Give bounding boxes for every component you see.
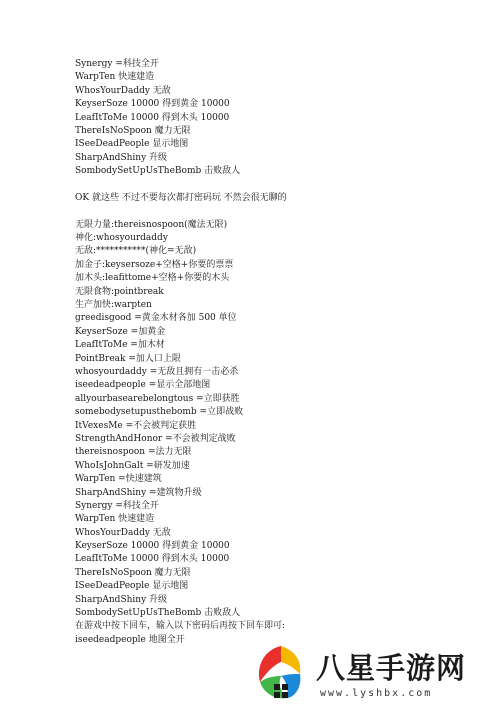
spacer (75, 179, 475, 192)
text-line: iseedeadpeople =显示全部地图 (75, 380, 211, 391)
text-line: SharpAndShiny 升级 (75, 152, 168, 163)
text-line: 生产加快:warpten (75, 300, 152, 311)
text-line: StrengthAndHonor =不会被判定战败 (75, 433, 236, 444)
text-line: SharpAndShiny 升级 (75, 594, 168, 605)
text-line: 在游戏中按下回车，输入以下密码后再按下回车即可: (75, 621, 286, 632)
text-line: WhosYourDaddy 无敌 (75, 85, 171, 96)
text-line: KeyserSoze =加黄金 (75, 326, 166, 337)
text-line: WhoIsJohnGalt =研发加速 (75, 460, 190, 471)
logo-name: 八星手游网 (316, 651, 467, 685)
text-line: 神化:whosyourdaddy (75, 233, 168, 244)
text-line: WarpTen =快速建筑 (75, 474, 162, 485)
spacer (75, 205, 475, 218)
text-line: whosyourdaddy =无敌且拥有一击必杀 (75, 366, 239, 377)
text-line: ISeeDeadPeople 显示地图 (75, 139, 189, 150)
text-line: LeafItToMe 10000 得到木头 10000 (75, 554, 230, 565)
text-line: SombodySetUpUsTheBomb 击败敌人 (75, 166, 241, 177)
cheat-list-short (75, 58, 475, 179)
text-line: allyourbasearebelongtous =立即获胜 (75, 393, 240, 404)
logo-url: www.lyshbx.com (320, 688, 433, 699)
text-line: 加木头:leafittome+空格+你要的木头 (75, 273, 230, 284)
text-line: LeafItToMe =加木材 (75, 340, 165, 351)
logo-mark-icon (250, 640, 312, 702)
cheat-list-full (75, 219, 475, 648)
text-line: PointBreak =加人口上限 (75, 353, 181, 364)
text-line: SharpAndShiny =建筑物升级 (75, 487, 202, 498)
document-body (75, 58, 475, 647)
text-line: 加金子:keysersoze+空格+你要的票票 (75, 259, 234, 270)
text-line: Synergy =科技全开 (75, 500, 159, 511)
text-line: KeyserSoze 10000 得到黄金 10000 (75, 99, 230, 110)
text-line: somebodysetupusthebomb =立即战败 (75, 407, 244, 418)
text-line: 无敌:***********(神化=无敌) (75, 246, 197, 257)
text-line: WarpTen 快速建造 (75, 72, 155, 83)
text-line: KeyserSoze 10000 得到黄金 10000 (75, 541, 230, 552)
text-line: Synergy =科技全开 (75, 59, 159, 69)
text-line: greedisgood =黄金木材各加 500 单位 (75, 313, 237, 324)
text-line: ISeeDeadPeople 显示地图 (75, 581, 189, 592)
text-line: SombodySetUpUsTheBomb 击败敌人 (75, 608, 241, 619)
text-line: 无限食物:pointbreak (75, 286, 164, 297)
text-line: 无限力量:thereisnospoon(魔法无限) (75, 219, 228, 230)
text-line: ThereIsNoSpoon 魔力无限 (75, 125, 191, 136)
text-line: iseedeadpeople 地图全开 (75, 634, 185, 645)
text-line: WhosYourDaddy 无敌 (75, 527, 171, 538)
text-line: thereisnospoon =法力无限 (75, 447, 192, 458)
note-line: OK 就这些 不过不要每次都打密码玩 不然会很无聊的 (75, 192, 287, 203)
text-line: LeafItToMe 10000 得到木头 10000 (75, 112, 230, 123)
text-line: WarpTen 快速建造 (75, 514, 155, 525)
site-logo (250, 640, 500, 707)
text-line: ThereIsNoSpoon 魔力无限 (75, 567, 191, 578)
text-line: ItVexesMe =不会被判定获胜 (75, 420, 197, 431)
